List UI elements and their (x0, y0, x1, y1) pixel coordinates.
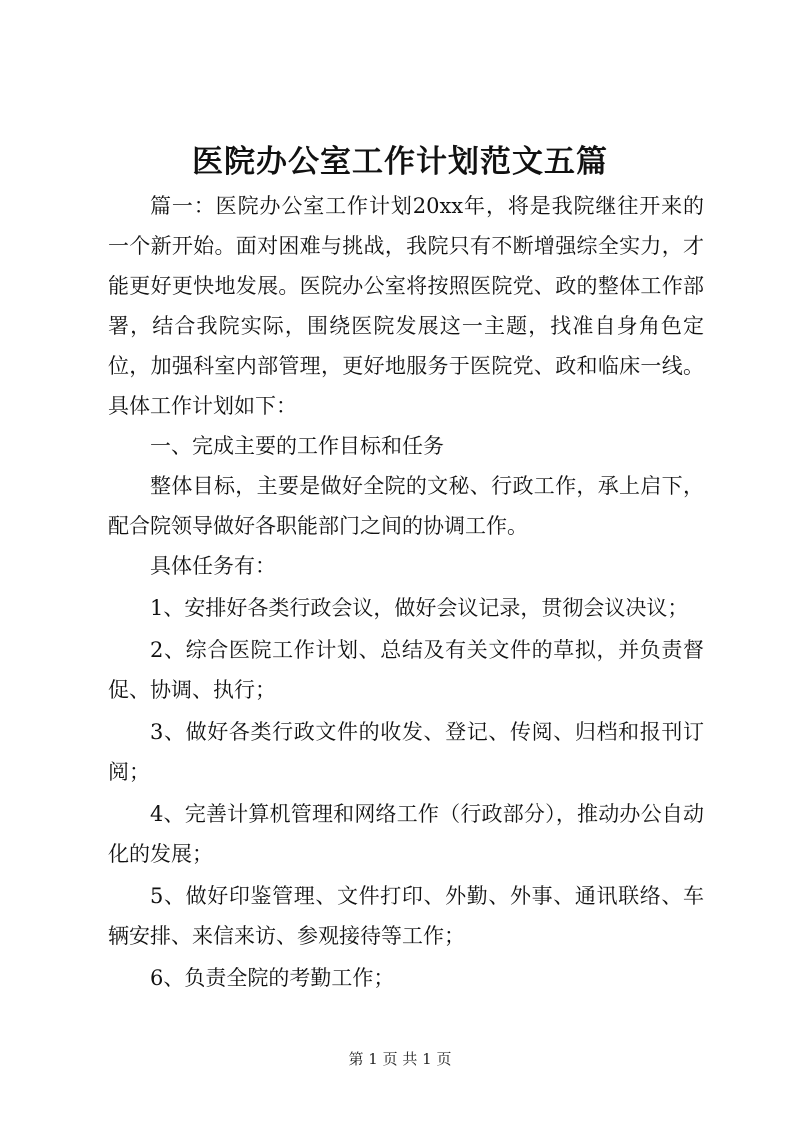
list-item: 5、做好印鉴管理、文件打印、外勤、外事、通讯联络、车辆安排、来信来访、参观接待等工作； (108, 884, 704, 948)
section-heading: 一、完成主要的工作目标和任务 (150, 434, 444, 458)
list-item: 3、做好各类行政文件的收发、登记、传阅、归档和报刊订阅； (108, 720, 704, 784)
paragraph-tasks-intro: 具体任务有： (150, 554, 276, 578)
document-title: 医院办公室工作计划范文五篇 (192, 144, 608, 180)
list-item: 6、负责全院的考勤工作； (150, 966, 395, 990)
list-item: 2、综合医院工作计划、总结及有关文件的草拟，并负责督促、协调、执行； (108, 638, 704, 702)
list-item: 4、完善计算机管理和网络工作（行政部分），推动办公自动化的发展； (108, 802, 704, 866)
document-body (108, 186, 704, 998)
page-footer: 第 1 页 共 1 页 (348, 1050, 452, 1068)
paragraph-intro: 篇一：医院办公室工作计划20xx年，将是我院继往开来的一个新开始。面对困难与挑战，我院只有不断增强综全实力，才能更好更快地发展。医院办公室将按照医院党、政的整体工作部署，结合我院实际，围绕医院发展这一主题，找准自身角色定位，加强科室内部管理，更好地服务于医院党、政和临床一线。具体工作计划如下： (108, 194, 704, 418)
list-item: 1、安排好各类行政会议，做好会议记录，贯彻会议决议； (150, 596, 689, 620)
paragraph-overall-goal: 整体目标，主要是做好全院的文秘、行政工作，承上启下，配合院领导做好各职能部门之间的协调工作。 (108, 474, 704, 538)
